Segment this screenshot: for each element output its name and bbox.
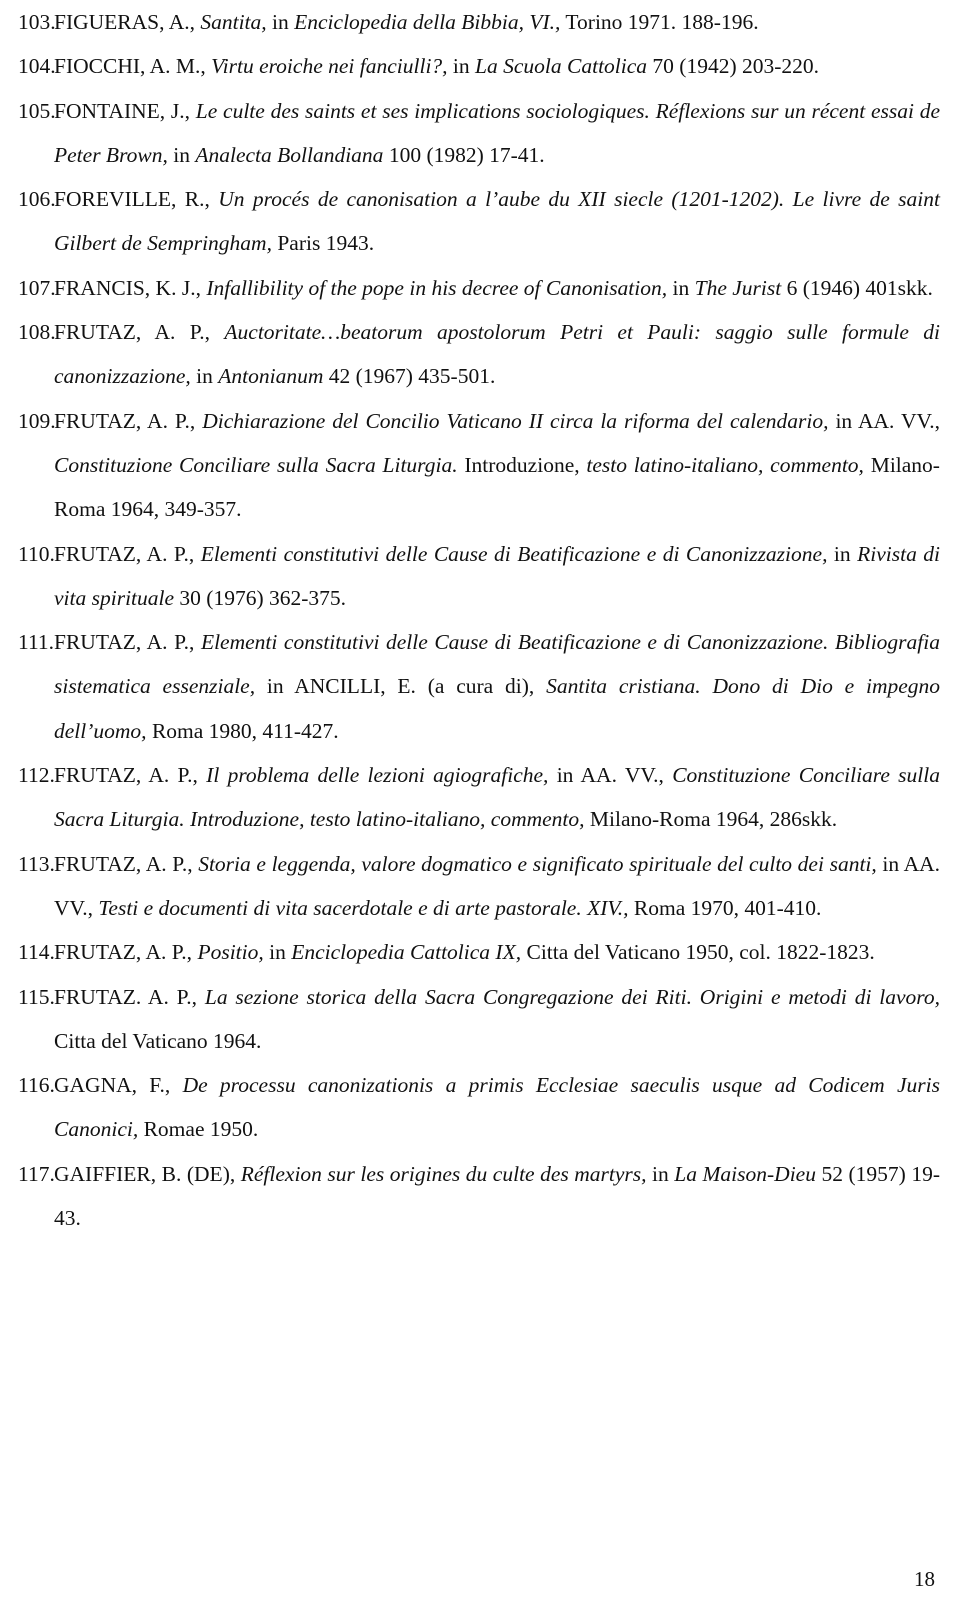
- citation-text: Romae 1950.: [138, 1117, 259, 1142]
- entry-text: [54, 44, 940, 88]
- bibliography-entry: [18, 975, 940, 1064]
- bibliography-entry: [18, 1152, 940, 1241]
- italic-title: Infallibility of the pope in his decree of Canonisation,: [206, 275, 668, 300]
- entry-text: [54, 753, 940, 842]
- italic-title: Storia e leggenda, valore dogmatico e significato spirituale del culto dei santi,: [198, 851, 877, 876]
- citation-text: 52 (1957) 19-43.: [54, 1161, 940, 1231]
- citation-text: Milano-Roma 1964, 286skk.: [584, 807, 838, 832]
- italic-title: Testi e documenti di vita sacerdotale e di arte pastorale. XIV.,: [98, 895, 629, 920]
- citation-text: GAGNA, F.,: [54, 1073, 183, 1098]
- citation-text: in AA. VV.,: [828, 408, 941, 433]
- citation-text: in AA. VV.,: [54, 851, 941, 920]
- citation-text: FIGUERAS, A.,: [54, 10, 201, 34]
- italic-title: Rivista di vita spirituale: [54, 541, 941, 610]
- entry-number: 111.: [18, 630, 55, 655]
- italic-title: Constituzione Conciliare sulla Sacra Liturgia.: [54, 452, 458, 477]
- citation-text: in: [263, 940, 292, 965]
- citation-text: Paris 1943.: [271, 231, 375, 256]
- page-number: 18: [914, 1567, 935, 1591]
- citation-text: in AA. VV.,: [548, 763, 673, 788]
- italic-title: Il problema delle lezioni agiografiche,: [206, 763, 549, 788]
- italic-title: Réflexion sur les origines du culte des martyrs,: [240, 1161, 647, 1186]
- italic-title: Positio,: [197, 940, 264, 965]
- citation-text: FRUTAZ, A. P.,: [54, 630, 201, 655]
- citation-text: in: [190, 364, 219, 389]
- entry-number: 116.: [18, 1073, 55, 1098]
- italic-title: Un procés de canonisation a l’aube du XII siecle (1201-1202). Le livre de saint Gilbert de Sempringham,: [54, 187, 940, 256]
- entry-number: 107.: [18, 275, 56, 300]
- citation-text: in ANCILLI, E. (a cura di),: [255, 674, 547, 699]
- citation-text: FRUTAZ, A. P.,: [54, 851, 199, 876]
- entry-number: 104.: [18, 54, 56, 79]
- citation-text: Roma 1980, 411-427.: [146, 718, 339, 743]
- entry-text: [54, 399, 940, 532]
- italic-title: Analecta Bollandiana: [195, 142, 384, 167]
- citation-text: 42 (1967) 435-501.: [323, 364, 496, 389]
- citation-text: Introduzione,: [457, 452, 587, 477]
- entry-text: [54, 842, 940, 931]
- citation-text: in: [667, 275, 695, 300]
- bibliography-entry: [18, 89, 940, 178]
- entry-text: [54, 89, 940, 178]
- entry-number: 106.: [18, 187, 56, 212]
- entry-number: 108.: [18, 320, 56, 345]
- citation-text: FOREVILLE, R.,: [54, 187, 219, 212]
- italic-title: La Maison-Dieu: [674, 1161, 816, 1186]
- bibliography-entry: [18, 0, 940, 44]
- citation-text: 30 (1976) 362-375.: [174, 585, 347, 610]
- italic-title: Enciclopedia della Bibbia, VI.,: [294, 10, 561, 34]
- entry-text: [54, 310, 940, 399]
- entry-number: 110.: [18, 541, 55, 566]
- citation-text: FRUTAZ, A. P.,: [54, 320, 225, 345]
- italic-title: Auctoritate…beatorum apostolorum Petri et Pauli: saggio sulle formule di canonizzazione,: [54, 320, 941, 389]
- citation-text: Citta del Vaticano 1964.: [54, 1028, 262, 1053]
- citation-text: FRUTAZ, A. P.,: [54, 940, 198, 965]
- citation-text: in: [827, 541, 858, 566]
- citation-text: FRUTAZ, A. P.,: [54, 763, 207, 788]
- bibliography-entry: [18, 399, 940, 532]
- italic-title: La Scuola Cattolica: [475, 54, 648, 79]
- citation-text: FRUTAZ, A. P.,: [54, 541, 201, 566]
- citation-text: FIOCCHI, A. M.,: [54, 54, 212, 79]
- italic-title: Santita cristiana. Dono di Dio e impegno dell’uomo,: [54, 674, 941, 743]
- entry-number: 112.: [18, 763, 55, 788]
- bibliography-entry: [18, 177, 940, 266]
- entry-number: 113.: [18, 851, 55, 876]
- bibliography-entry: [18, 753, 940, 842]
- bibliography-list: [18, 0, 940, 1240]
- italic-title: Enciclopedia Cattolica IX,: [291, 940, 522, 965]
- citation-text: in: [646, 1161, 675, 1186]
- entry-text: [54, 266, 940, 310]
- entry-text: [54, 930, 940, 974]
- entry-number: 115.: [18, 984, 55, 1009]
- entry-number: 117.: [18, 1161, 55, 1186]
- citation-text: 70 (1942) 203-220.: [647, 54, 820, 79]
- citation-text: 100 (1982) 17-41.: [383, 142, 545, 167]
- citation-text: FONTAINE, J.,: [54, 98, 196, 123]
- entry-number: 105.: [18, 98, 56, 123]
- citation-text: in: [266, 10, 295, 34]
- bibliography-entry: [18, 266, 940, 310]
- bibliography-entry: [18, 842, 940, 931]
- bibliography-entry: [18, 930, 940, 974]
- italic-title: Antonianum: [218, 364, 324, 389]
- entry-text: [54, 975, 940, 1064]
- entry-text: [54, 1063, 940, 1152]
- citation-text: 6 (1946) 401skk.: [781, 275, 933, 300]
- citation-text: FRANCIS, K. J.,: [54, 275, 207, 300]
- citation-text: Roma 1970, 401-410.: [628, 895, 822, 920]
- italic-title: La sezione storica della Sacra Congregazione dei Riti. Origini e metodi di lavoro,: [204, 984, 940, 1009]
- bibliography-entry: [18, 620, 940, 753]
- entry-number: 109.: [18, 408, 56, 433]
- italic-title: Elementi constitutivi delle Cause di Beatificazione e di Canonizzazione. Bibliografia sistematica essenziale,: [54, 630, 940, 699]
- italic-title: Constituzione Conciliare sulla Sacra Liturgia. Introduzione, testo latino-italiano, commento,: [54, 763, 940, 832]
- bibliography-entry: [18, 310, 940, 399]
- entry-text: [54, 532, 940, 621]
- entry-text: [54, 1152, 940, 1241]
- citation-text: GAIFFIER, B. (DE),: [54, 1161, 241, 1186]
- citation-text: Torino 1971. 188-196.: [560, 10, 759, 34]
- italic-title: Santita,: [200, 10, 267, 34]
- citation-text: Citta del Vaticano 1950, col. 1822-1823.: [521, 940, 875, 965]
- bibliography-entry: [18, 532, 940, 621]
- citation-text: in: [167, 142, 196, 167]
- italic-title: Elementi constitutivi delle Cause di Beatificazione e di Canonizzazione,: [200, 541, 828, 566]
- italic-title: De processu canonizationis a primis Ecclesiae saeculis usque ad Codicem Juris Canonici,: [54, 1073, 940, 1142]
- entry-text: [54, 0, 940, 44]
- italic-title: testo latino-italiano, commento,: [586, 452, 864, 477]
- italic-title: Virtu eroiche nei fanciulli?,: [211, 54, 448, 79]
- citation-text: FRUTAZ. A. P.,: [54, 984, 205, 1009]
- italic-title: Dichiarazione del Concilio Vaticano II circa la riforma del calendario,: [202, 408, 829, 433]
- entry-number: 114.: [18, 940, 55, 965]
- bibliography-entry: [18, 1063, 940, 1152]
- italic-title: Le culte des saints et ses implications sociologiques. Réflexions sur un récent essai de Peter Brown,: [54, 98, 940, 167]
- entry-text: [54, 177, 940, 266]
- italic-title: The Jurist: [694, 275, 782, 300]
- bibliography-entry: [18, 44, 940, 88]
- citation-text: Milano-Roma 1964, 349-357.: [54, 452, 940, 522]
- entry-text: [54, 620, 940, 753]
- entry-number: 103.: [18, 10, 56, 34]
- citation-text: in: [447, 54, 476, 79]
- citation-text: FRUTAZ, A. P.,: [54, 408, 203, 433]
